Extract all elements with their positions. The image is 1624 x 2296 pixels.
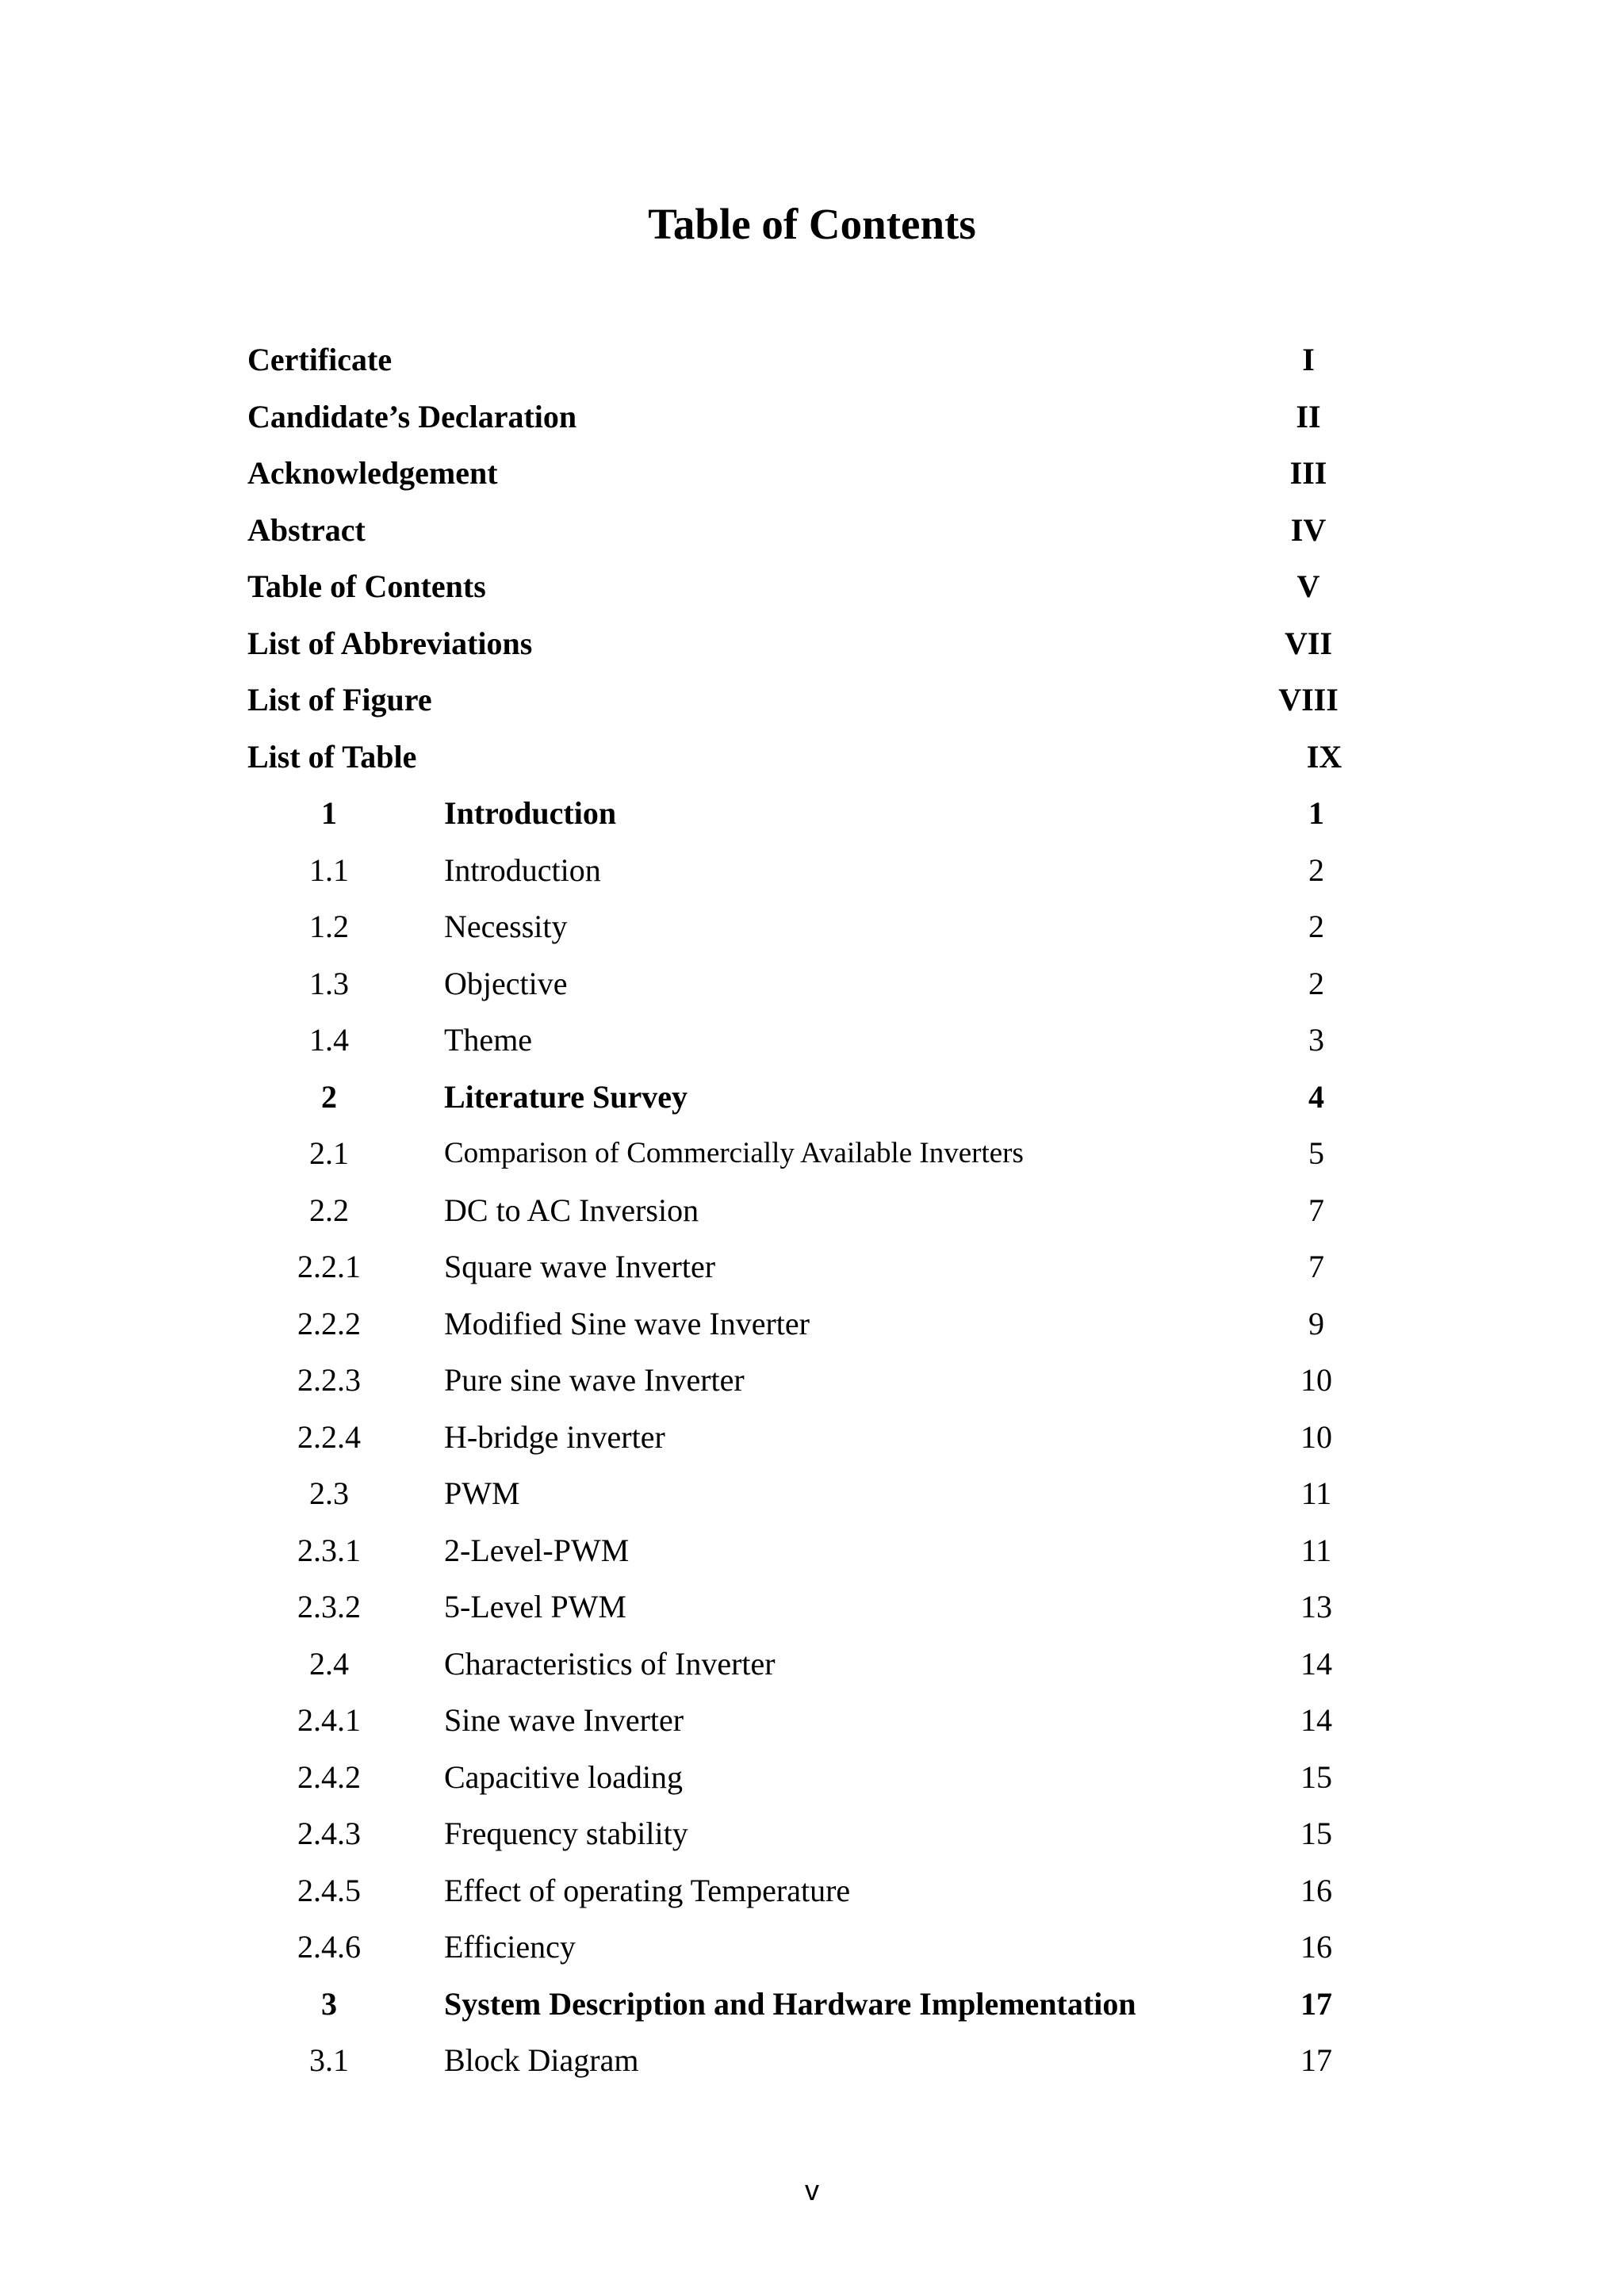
toc-row-list-of-figure [0, 672, 1624, 729]
toc-row [0, 1352, 1624, 1409]
toc-number: 2.4.5 [297, 1872, 361, 1908]
toc-label: PWM [444, 1475, 520, 1511]
toc-label: Candidate’s Declaration [247, 398, 577, 434]
toc-label: Introduction [444, 795, 617, 831]
toc-page: I [1302, 342, 1315, 377]
toc-label: Block Diagram [444, 2042, 639, 2078]
page-number-footer: v [805, 2174, 819, 2206]
toc-page: 13 [1300, 1589, 1332, 1624]
toc-row-chapter-3 [0, 1976, 1624, 2033]
toc-label: Frequency stability [444, 1816, 688, 1851]
toc-row [0, 1578, 1624, 1636]
toc-row [0, 955, 1624, 1012]
toc-number: 2.3 [309, 1475, 349, 1511]
toc-label: Characteristics of Inverter [444, 1645, 776, 1682]
toc-page: 15 [1300, 1758, 1332, 1795]
toc-number: 1 [321, 795, 337, 831]
toc-label: Pure sine wave Inverter [444, 1362, 745, 1398]
toc-page: 2 [1308, 909, 1324, 944]
toc-page: 3 [1308, 1022, 1324, 1058]
toc-page: 17 [1300, 1985, 1332, 2022]
toc-row-abstract [0, 502, 1624, 559]
toc-page: IV [1290, 511, 1327, 548]
toc-page: II [1296, 398, 1321, 434]
toc-label: Certificate [247, 342, 393, 377]
toc-number: 2.2.4 [297, 1418, 361, 1455]
toc-page: 1 [1308, 795, 1324, 831]
toc-number: 3.1 [309, 2042, 349, 2078]
toc-page: 7 [1308, 1192, 1324, 1228]
toc-page: 15 [1300, 1816, 1332, 1851]
toc-row [0, 1125, 1624, 1182]
toc-label: Efficiency [444, 1929, 576, 1965]
toc-page: 4 [1308, 1078, 1324, 1115]
toc-number: 2.4 [309, 1645, 349, 1682]
toc-row [0, 1465, 1624, 1522]
toc-number: 2.4.2 [297, 1758, 361, 1795]
toc-number: 1.2 [309, 909, 349, 944]
toc-page: 2 [1308, 851, 1324, 888]
toc-page: 10 [1300, 1418, 1332, 1455]
toc-row [0, 1295, 1624, 1353]
toc-page: 10 [1300, 1362, 1332, 1398]
toc-row [0, 1409, 1624, 1466]
toc-row-certificate [0, 331, 1624, 388]
toc-label: Objective [444, 965, 568, 1001]
toc-number: 3 [321, 1985, 337, 2022]
toc-row [0, 2032, 1624, 2089]
toc-row-abbreviations [0, 615, 1624, 672]
toc-label: Literature Survey [444, 1078, 688, 1115]
toc-label: Abstract [247, 511, 366, 548]
toc-number: 2.3.1 [297, 1532, 361, 1568]
toc-page: 5 [1308, 1135, 1324, 1171]
toc-page: 14 [1300, 1702, 1332, 1738]
toc-label: Effect of operating Temperature [444, 1872, 851, 1908]
toc-row [0, 1182, 1624, 1239]
toc-number: 1.4 [309, 1022, 349, 1058]
table-of-contents [0, 331, 1624, 2089]
toc-page: 17 [1300, 2042, 1332, 2078]
toc-number: 2.4.6 [297, 1929, 361, 1965]
toc-row-acknowledgement [0, 445, 1624, 502]
toc-page: 2 [1308, 965, 1324, 1001]
toc-page: VII [1284, 625, 1333, 661]
toc-page: 11 [1300, 1475, 1332, 1511]
toc-label: List of Abbreviations [247, 625, 533, 661]
toc-row [0, 842, 1624, 899]
toc-page: 14 [1300, 1645, 1332, 1682]
toc-number: 2.2.2 [297, 1305, 361, 1341]
toc-row-chapter-1 [0, 785, 1624, 842]
toc-number: 2.3.2 [297, 1589, 361, 1624]
toc-page: 16 [1300, 1929, 1332, 1965]
toc-label: Necessity [444, 909, 568, 944]
toc-label: List of Figure [247, 682, 432, 718]
toc-row [0, 1805, 1624, 1862]
toc-row [0, 1522, 1624, 1579]
toc-row [0, 1862, 1624, 1919]
toc-number: 2.4.3 [297, 1816, 361, 1851]
toc-row-declaration [0, 388, 1624, 446]
toc-row [0, 1012, 1624, 1069]
toc-number: 1.3 [309, 965, 349, 1001]
toc-label: H-bridge inverter [444, 1418, 665, 1455]
toc-label: Capacitive loading [444, 1758, 684, 1795]
toc-row-chapter-2 [0, 1069, 1624, 1126]
toc-label: Square wave Inverter [444, 1249, 716, 1284]
toc-label: 5-Level PWM [444, 1589, 626, 1624]
toc-number: 2 [321, 1078, 337, 1115]
toc-row [0, 1692, 1624, 1749]
toc-row [0, 898, 1624, 955]
toc-row [0, 1238, 1624, 1295]
toc-label: Sine wave Inverter [444, 1702, 684, 1738]
page-title: Table of Contents [648, 200, 976, 248]
toc-label: Modified Sine wave Inverter [444, 1305, 810, 1341]
toc-page: VIII [1278, 682, 1339, 718]
toc-label: List of Table [247, 738, 417, 775]
toc-label: System Description and Hardware Implementation [444, 1985, 1136, 2022]
toc-label: Acknowledgement [247, 455, 498, 491]
toc-row-list-of-table [0, 729, 1624, 786]
toc-page: III [1289, 455, 1327, 491]
toc-page: IX [1306, 738, 1342, 775]
toc-number: 2.4.1 [297, 1702, 361, 1738]
toc-page: 9 [1308, 1305, 1324, 1341]
toc-page: V [1297, 568, 1320, 604]
toc-label: Theme [444, 1022, 533, 1058]
toc-number: 2.2.3 [297, 1362, 361, 1398]
toc-number: 2.2.1 [297, 1249, 361, 1284]
toc-label: Table of Contents [247, 568, 486, 604]
toc-row-table-of-contents [0, 558, 1624, 615]
toc-page: 16 [1300, 1872, 1332, 1908]
toc-page: 11 [1300, 1532, 1332, 1568]
toc-page: 7 [1308, 1249, 1324, 1284]
toc-row [0, 1636, 1624, 1693]
toc-number: 2.1 [309, 1135, 349, 1171]
toc-label: Introduction [444, 851, 601, 888]
toc-number: 1.1 [309, 851, 349, 888]
toc-row [0, 1749, 1624, 1806]
toc-label: 2-Level-PWM [444, 1532, 630, 1568]
toc-label: DC to AC Inversion [444, 1192, 699, 1228]
toc-row [0, 1919, 1624, 1976]
toc-number: 2.2 [309, 1192, 349, 1228]
toc-label: Comparison of Commercially Available Inverters [444, 1137, 1024, 1169]
